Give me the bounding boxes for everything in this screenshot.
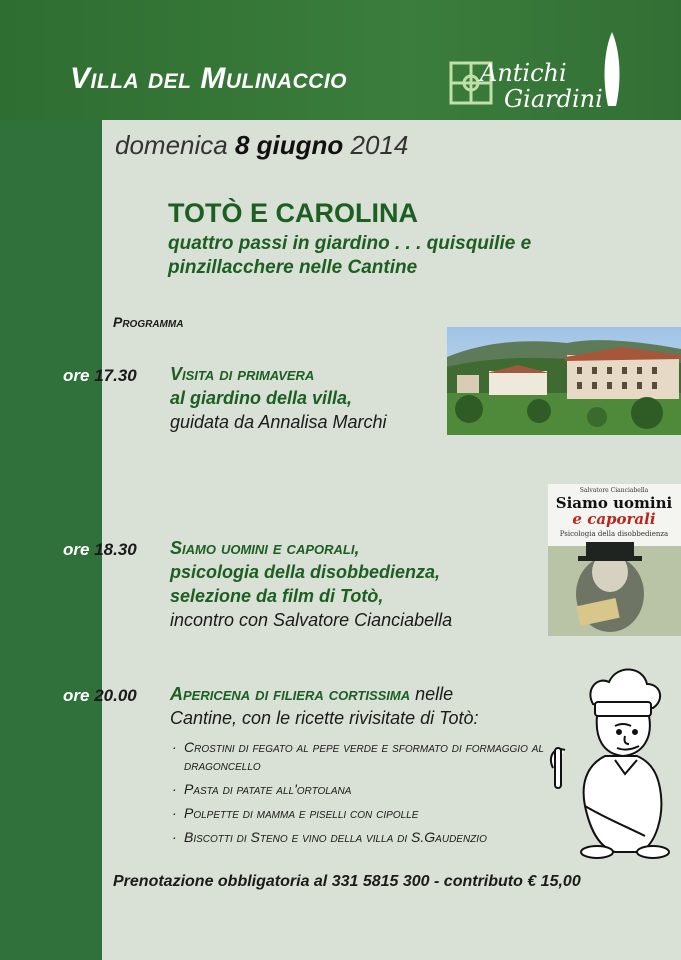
time-label-2 — [63, 540, 137, 560]
date-day-month: 8 giugno — [234, 130, 344, 160]
item-heading: Siamo uomini e caporali, — [170, 538, 360, 558]
item-line: guidata da Annalisa Marchi — [170, 412, 387, 432]
item-heading: Visita di primavera — [170, 364, 315, 384]
ore-word: ore — [63, 366, 90, 385]
item-line: selezione da film di Totò, — [170, 586, 384, 606]
menu-item: · Biscotti di Steno e vino della villa di S.Gaudenzio — [172, 828, 592, 846]
book-title-line1: Siamo uomini — [555, 494, 673, 512]
reservation-note: Prenotazione obbligatoria al 331 5815 300 - contributo € 15,00 — [113, 873, 581, 890]
event-title: TOTÒ E CAROLINA — [168, 198, 419, 228]
menu-item: · Crostini di fegato al pepe verde e sformato di formaggio al dragoncello — [172, 738, 592, 774]
date-year: 2014 — [350, 130, 409, 160]
chef-illustration — [545, 656, 670, 861]
schedule-item-3 — [170, 682, 560, 730]
event-date — [115, 130, 408, 161]
book-author: Salvatore Cianciabella — [579, 487, 649, 494]
schedule-item-1 — [170, 362, 450, 434]
menu-list — [172, 738, 592, 852]
menu-item: · Pasta di patate all'ortolana — [172, 780, 592, 798]
logo-text-line1: Antichi — [480, 59, 567, 87]
logo-text-line2: Giardini — [504, 85, 603, 113]
event-subtitle: quattro passi in giardino . . . quisquilie e pinzillacchere nelle Cantine — [168, 233, 532, 278]
time-label-1 — [63, 366, 137, 386]
time-value: 20.00 — [94, 686, 137, 705]
book-subtitle: Psicologia della disobbedienza — [559, 530, 669, 538]
time-value: 18.30 — [94, 540, 137, 559]
item-line: al giardino della villa, — [170, 388, 353, 408]
ore-word: ore — [63, 540, 90, 559]
item-line: Cantine, con le ricette rivisitate di Totò: — [170, 708, 479, 728]
date-weekday: domenica — [115, 130, 228, 160]
time-label-3 — [63, 686, 137, 706]
item-heading: Apericena di filiera cortissima — [170, 684, 411, 704]
time-value: 17.30 — [94, 366, 137, 385]
programma-label: Programma — [113, 314, 184, 330]
antichi-giardini-logo — [448, 55, 618, 115]
villa-title: Villa del Mulinaccio — [70, 62, 347, 95]
villa-photo — [447, 327, 681, 435]
item-line: nelle — [415, 684, 454, 704]
ore-word: ore — [63, 686, 90, 705]
item-line: incontro con Salvatore Cianciabella — [170, 610, 453, 630]
schedule-item-2 — [170, 536, 550, 632]
cypress-icon — [600, 30, 624, 112]
menu-item: · Polpette di mamma e piselli con cipolle — [172, 804, 592, 822]
book-cover — [548, 484, 681, 636]
book-title-line2: e caporali — [572, 510, 656, 528]
item-line: psicologia della disobbedienza, — [170, 562, 441, 582]
